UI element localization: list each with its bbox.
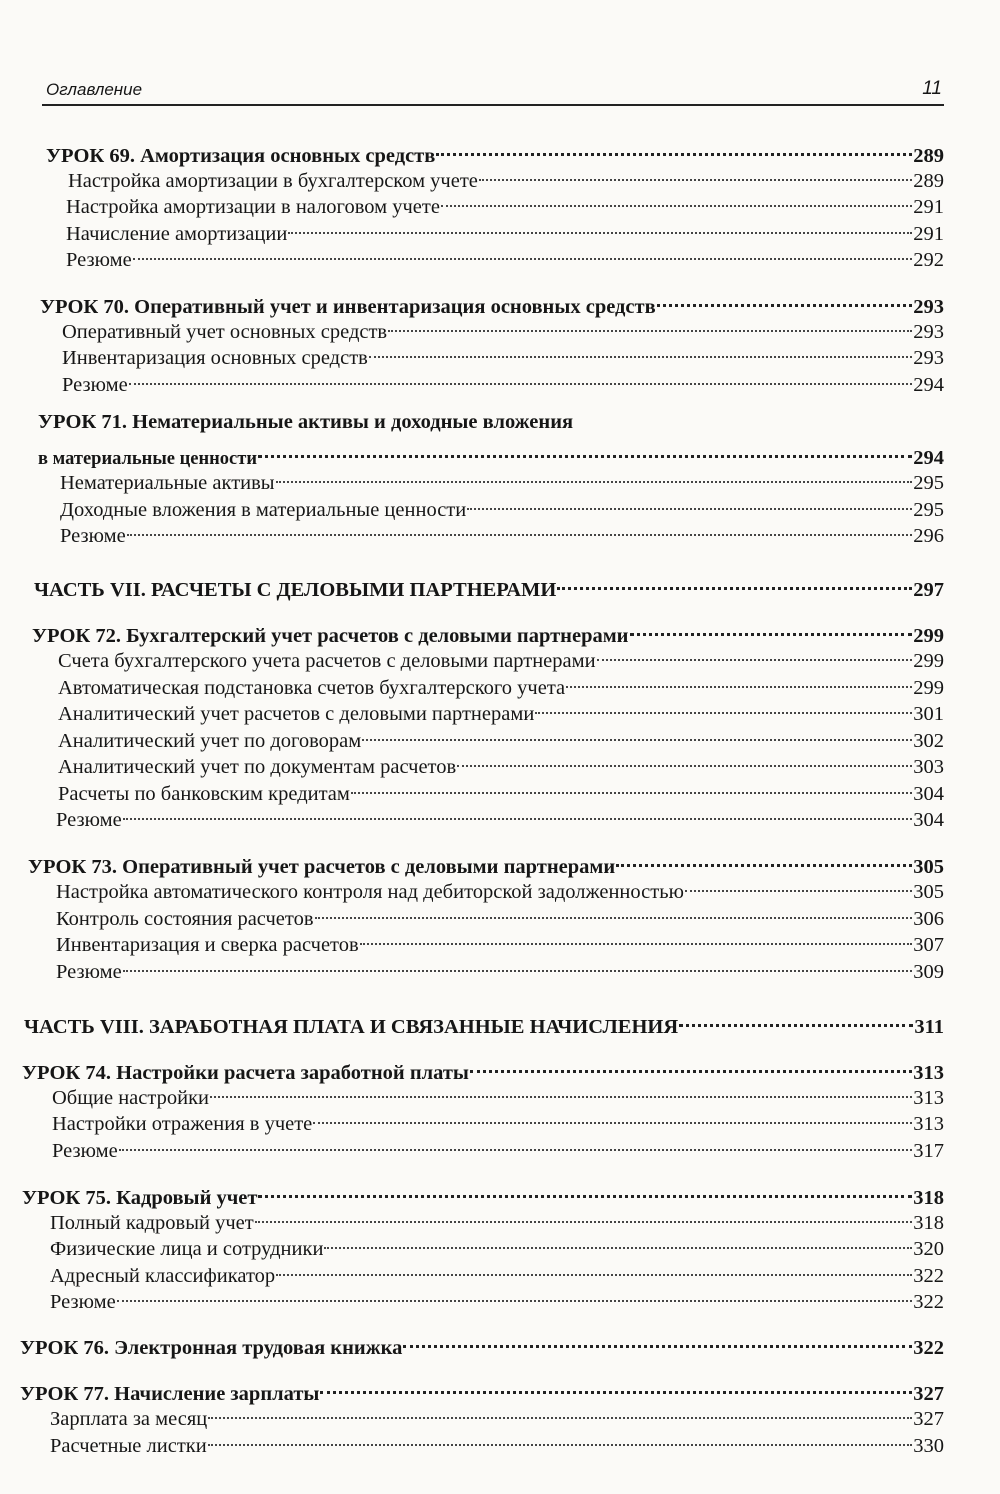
leader-dots (362, 713, 912, 741)
leader-dots (566, 660, 912, 688)
toc-page: 313 (913, 1062, 944, 1084)
leader-dots (557, 561, 912, 590)
toc-page: 293 (913, 321, 944, 343)
leader-dots (467, 482, 912, 510)
toc-page: 306 (913, 908, 944, 930)
leader-dots (535, 686, 912, 714)
toc-title: УРОК 73. Оперативный учет расчетов с деловыми партнерами (28, 856, 616, 878)
toc-title: Инвентаризация основных средств (62, 347, 368, 369)
leader-dots (360, 917, 913, 945)
toc-title: УРОК 75. Кадровый учет (22, 1187, 258, 1209)
toc-item[interactable] (56, 950, 944, 983)
toc-title: Расчеты по банковским кредитам (58, 783, 350, 805)
leader-dots (133, 232, 913, 260)
toc-page: 295 (913, 472, 944, 494)
toc-page: 294 (913, 447, 944, 469)
toc-title: Расчетные листки (50, 1435, 207, 1457)
toc-item[interactable] (50, 1280, 944, 1313)
toc-page: 327 (913, 1408, 944, 1430)
leader-dots (127, 508, 913, 536)
toc-title: Инвентаризация и сверка расчетов (56, 934, 359, 956)
toc-page: 292 (913, 249, 944, 271)
leader-dots (208, 1418, 913, 1446)
toc-title: УРОК 74. Настройки расчета заработной платы (22, 1062, 469, 1084)
leader-dots (313, 1096, 912, 1124)
leader-dots (388, 304, 912, 332)
toc-page: 305 (913, 881, 944, 903)
leader-dots (129, 357, 913, 385)
toc-page: 318 (913, 1187, 944, 1209)
toc-title: Доходные вложения в материальные ценности (60, 499, 467, 521)
toc-title: Контроль состояния расчетов (56, 908, 314, 930)
toc-title: УРОК 76. Электронная трудовая книжка (20, 1337, 403, 1359)
header-title: Оглавление (46, 80, 143, 99)
toc-page: 302 (913, 730, 944, 752)
leader-dots (436, 127, 912, 156)
toc-page: 291 (913, 196, 944, 218)
leader-dots (123, 792, 913, 820)
toc-page: 317 (913, 1140, 944, 1162)
leader-dots (616, 838, 912, 867)
toc-lesson-76[interactable] (20, 1325, 944, 1359)
leader-dots (630, 607, 913, 636)
leader-dots (597, 633, 913, 661)
leader-dots (208, 1391, 912, 1419)
leader-dots (441, 179, 912, 207)
leader-dots (276, 1248, 912, 1276)
leader-dots (324, 1221, 912, 1249)
leader-dots (457, 739, 912, 767)
toc-title: Резюме (60, 525, 126, 547)
toc-title: Резюме (50, 1291, 116, 1313)
toc-title: ЧАСТЬ VII. РАСЧЕТЫ С ДЕЛОВЫМИ ПАРТНЕРАМИ (34, 579, 557, 601)
toc-page: 322 (913, 1291, 944, 1313)
toc-title: Настройка амортизации в налоговом учете (66, 196, 440, 218)
leader-dots (315, 891, 913, 919)
toc-page: 322 (913, 1265, 944, 1287)
toc-page: 311 (914, 1016, 944, 1038)
leader-dots (119, 1123, 913, 1151)
toc-page: 318 (913, 1212, 944, 1234)
leader-dots (657, 278, 913, 307)
toc-title: Аналитический учет по договорам (58, 730, 362, 752)
toc-title: Нематериальные активы (60, 472, 275, 494)
leader-dots (210, 1070, 912, 1098)
toc-title: Адресный классификатор (50, 1265, 276, 1287)
leader-dots (288, 206, 912, 234)
page-header (42, 78, 944, 106)
toc-item[interactable] (52, 1129, 944, 1162)
toc-title: Оперативный учет основных средств (62, 321, 388, 343)
toc-title: Аналитический учет по документам расчетов (58, 756, 457, 778)
toc-page: 299 (913, 677, 944, 699)
toc-page: 305 (913, 856, 944, 878)
toc-page: 295 (913, 499, 944, 521)
toc-page: 289 (913, 170, 944, 192)
leader-dots (470, 1044, 912, 1073)
toc-page: 291 (913, 223, 944, 245)
toc-title: ЧАСТЬ VIII. ЗАРАБОТНАЯ ПЛАТА И СВЯЗАННЫЕ НАЧИСЛЕНИЯ (24, 1016, 679, 1038)
toc-title: УРОК 69. Амортизация основных средств (46, 145, 436, 167)
toc-title: Резюме (66, 249, 132, 271)
toc-title: Автоматическая подстановка счетов бухгалтерского учета (58, 677, 566, 699)
toc-title: Резюме (56, 809, 122, 831)
leader-dots (679, 998, 913, 1027)
toc-title: Общие настройки (52, 1087, 209, 1109)
toc-page: 313 (913, 1113, 944, 1135)
leader-dots (351, 766, 912, 794)
toc-title: УРОК 70. Оперативный учет и инвентаризация основных средств (40, 296, 656, 318)
toc-title: Настройка автоматического контроля над дебиторской задолженностью (56, 881, 684, 903)
toc-page: 303 (913, 756, 944, 778)
toc-page: 322 (913, 1337, 944, 1359)
toc-page: 297 (913, 579, 944, 601)
toc-lesson-71-line1[interactable]: УРОК 71. Нематериальные активы и доходные вложения (38, 411, 574, 433)
toc-page: 299 (913, 650, 944, 672)
toc-title: Настройки отражения в учете (52, 1113, 313, 1135)
toc-page: 307 (913, 934, 944, 956)
toc-item[interactable] (50, 1424, 944, 1457)
toc-item[interactable] (60, 514, 944, 547)
toc-title: Резюме (62, 374, 128, 396)
leader-dots (276, 455, 913, 483)
leader-dots (369, 330, 912, 358)
toc-title: УРОК 72. Бухгалтерский учет расчетов с деловыми партнерами (32, 625, 629, 647)
leader-dots (320, 1365, 912, 1394)
toc-page: 296 (913, 525, 944, 547)
toc-title: Полный кадровый учет (50, 1212, 254, 1234)
toc-page: 289 (913, 145, 944, 167)
toc-page: 320 (913, 1238, 944, 1260)
toc-page: 327 (913, 1383, 944, 1405)
leader-dots (479, 153, 912, 181)
toc-title: Зарплата за месяц (50, 1408, 208, 1430)
toc-title: Начисление амортизации (66, 223, 288, 245)
toc-title: Аналитический учет расчетов с деловыми партнерами (58, 703, 535, 725)
leader-dots (403, 1319, 912, 1348)
toc-title: Настройка амортизации в бухгалтерском учете (68, 170, 478, 192)
toc-title: в материальные ценности (38, 449, 258, 469)
toc-part-8[interactable] (24, 1004, 944, 1038)
toc-page: 299 (913, 625, 944, 647)
toc-page: 330 (913, 1435, 944, 1457)
toc-page: 293 (913, 347, 944, 369)
toc-title: Резюме (56, 961, 122, 983)
header-page-number: 11 (922, 78, 942, 99)
toc-page: 304 (913, 783, 944, 805)
toc-page: 293 (913, 296, 944, 318)
toc-page: 304 (913, 809, 944, 831)
toc-title: Резюме (52, 1140, 118, 1162)
leader-dots (123, 944, 913, 972)
toc-item[interactable] (62, 363, 944, 396)
leader-dots (117, 1274, 913, 1302)
toc-title: Счета бухгалтерского учета расчетов с деловыми партнерами (58, 650, 596, 672)
leader-dots (258, 429, 912, 458)
leader-dots (255, 1195, 913, 1223)
toc-item[interactable] (66, 238, 944, 271)
toc-title: УРОК 77. Начисление зарплаты (20, 1383, 320, 1405)
toc-part-7[interactable] (34, 567, 944, 601)
leader-dots (258, 1169, 912, 1198)
toc-title: Физические лица и сотрудники (50, 1238, 324, 1260)
toc-page: 301 (913, 703, 944, 725)
toc-page: 313 (913, 1087, 944, 1109)
toc-page: 309 (913, 961, 944, 983)
toc-item[interactable] (56, 798, 944, 831)
leader-dots (685, 864, 912, 892)
toc-page: 294 (913, 374, 944, 396)
